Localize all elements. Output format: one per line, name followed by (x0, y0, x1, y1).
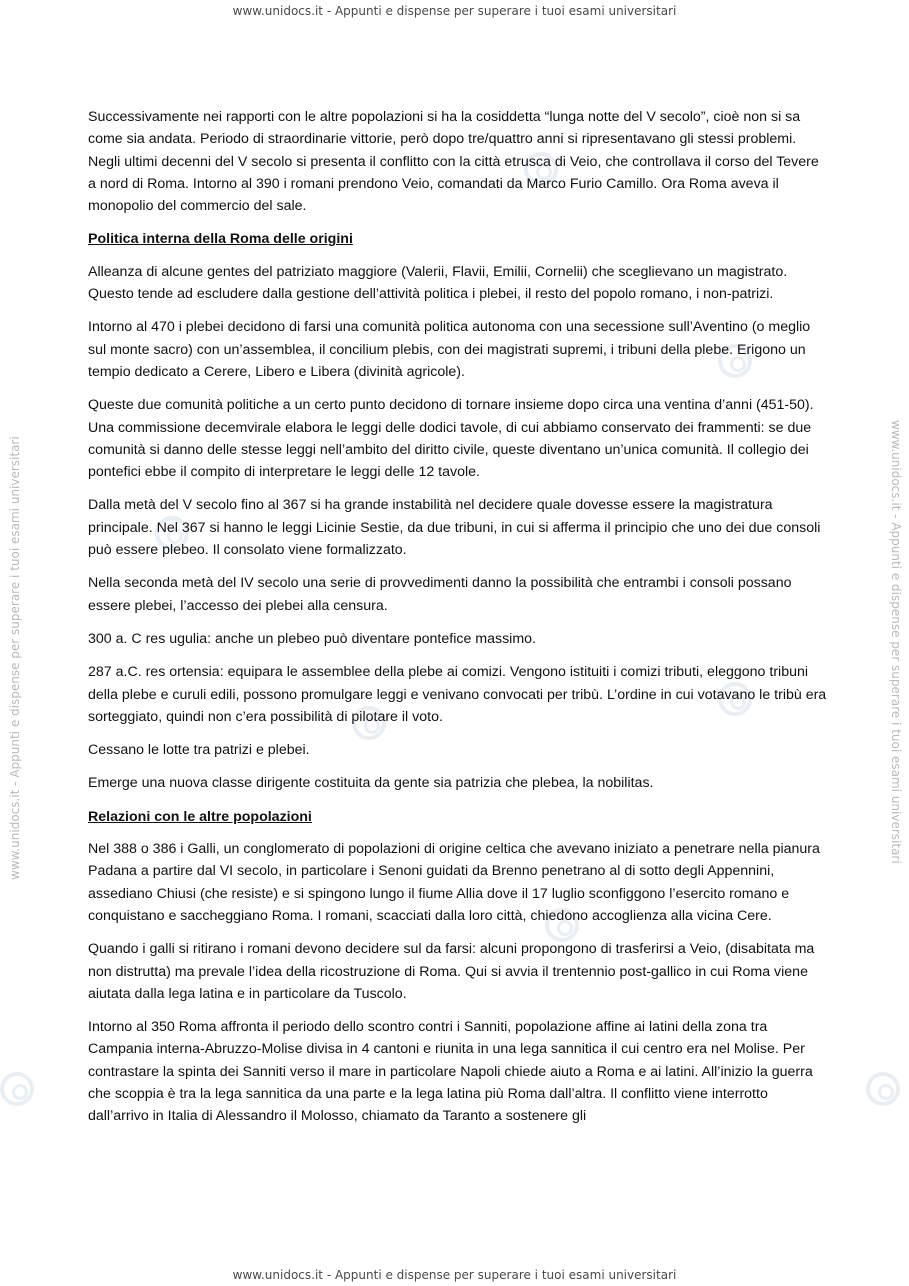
paragraph: 300 a. C res ugulia: anche un plebeo può diventare pontefice massimo. (88, 630, 536, 647)
watermark-footer: www.unidocs.it - Appunti e dispense per superare i tuoi esami universitari (232, 1268, 677, 1282)
paragraph: Nella seconda metà del IV secolo una serie di provvedimenti danno la possibilità che entrambi i consoli possano essere plebei, l’accesso dei plebei alla censura. (88, 575, 792, 614)
watermark-logo-icon (866, 1072, 900, 1106)
document-body (88, 106, 828, 1139)
section-heading: Politica interna della Roma delle origini (88, 231, 353, 248)
paragraph: Alleanza di alcune gentes del patriziato maggiore (Valerii, Flavii, Emilii, Cornelii) che sceglievano un magistrato. Questo tende ad escludere dalla gestione dell’attività politica i plebei, il resto del popolo romano, i non-patrizi. (88, 263, 788, 303)
paragraph: Cessano le lotte tra patrizi e plebei. (88, 742, 310, 759)
paragraph: Emerge una nuova classe dirigente costituita da gente sia patrizia che plebea, la nobilitas. (88, 775, 654, 792)
paragraph: Intorno al 350 Roma affronta il periodo dello scontro contri i Sanniti, popolazione affine ai latini della zona tra Campania interna-Abruzzo-Molise divisa in 4 cantoni e riunita in una lega sannitica il cui centro era nel Molise. Per contrastare la spinta dei Sanniti verso il mare in particolare Napoli chiede aiuto a Roma e ai latini. All’inizio la guerra che scoppia è tra la lega sannitica da una parte e la lega latina più Roma dall’altra. Il conflitto viene interrotto dall’arrivo in Italia di Alessandro il Molosso, chiamato da Taranto a sostenere gli (88, 1019, 813, 1125)
paragraph: 287 a.C. res ortensia: equipara le assemblee della plebe ai comizi. Vengono istituiti i comizi tributi, eleggono tribuni della plebe e curuli edili, possono promulgare leggi e venivano convocati per tribù. L’ordine in cui votavano le tribù era sorteggiato, quindi non c’era possibilità di pilotare il voto. (88, 664, 827, 725)
watermark-side-right: www.unidocs.it - Appunti e dispense per superare i tuoi esami universitari (889, 420, 903, 864)
paragraph: Successivamente nei rapporti con le altre popolazioni si ha la cosiddetta “lunga notte del V secolo”, cioè non si sa come sia andata. Periodo di straordinarie vittorie, però dopo tre/quattro anni si ripresentavano gli stessi problemi. Negli ultimi decenni del V secolo si presenta il conflitto con la città etrusca di Veio, che controllava il corso del Tevere a nord di Roma. Intorno al 390 i romani prendono Veio, comandati da Marco Furio Camillo. Ora Roma aveva il monopolio del commercio del sale. (88, 109, 819, 215)
paragraph: Quando i galli si ritirano i romani devono decidere sul da farsi: alcuni propongono di trasferirsi a Veio, (disabitata ma non distrutta) ma prevale l’idea della ricostruzione di Roma. Qui si avvia il trentennio post-gallico in cui Roma viene aiutata dalla lega latina e in particolare da Tuscolo. (88, 941, 815, 1002)
watermark-logo-icon (0, 1072, 34, 1106)
watermark-side-left: www.unidocs.it - Appunti e dispense per superare i tuoi esami universitari (8, 436, 22, 880)
watermark-header: www.unidocs.it - Appunti e dispense per superare i tuoi esami universitari (232, 4, 677, 18)
paragraph: Nel 388 o 386 i Galli, un conglomerato di popolazioni di origine celtica che avevano iniziato a penetrare nella pianura Padana a partire dal VI secolo, in particolare i Senoni guidati da Brenno penetrano al di sotto degli Appennini, assediano Chiusi (che resiste) e si spingono lungo il fiume Allia dove il 17 luglio sconfiggono l’esercito romano e conquistano e saccheggiano Roma. I romani, scacciati dalla loro città, chiedono accoglienza alla vicina Cere. (88, 841, 820, 924)
section-heading: Relazioni con le altre popolazioni (88, 808, 312, 825)
paragraph: Intorno al 470 i plebei decidono di farsi una comunità politica autonoma con una secessione sull’Aventino (o meglio sul monte sacro) con un’assemblea, il concilium plebis, con dei magistrati supremi, i tribuni della plebe. Erigono un tempio dedicato a Cerere, Libero e Libera (divinità agricole). (88, 319, 811, 380)
paragraph: Dalla metà del V secolo fino al 367 si ha grande instabilità nel decidere quale dovesse essere la magistratura principale. Nel 367 si hanno le leggi Licinie Sestie, da due tribuni, in cui si afferma il principio che uno dei due consoli può essere plebeo. Il consolato viene formalizzato. (88, 497, 821, 559)
paragraph: Queste due comunità politiche a un certo punto decidono di tornare insieme dopo circa una ventina d’anni (451-50). Una commissione decemvirale elabora le leggi delle dodici tavole, di cui abbiamo conservato dei frammenti: se due comunità si danno delle stesse leggi nell’ambito del diritto civile, queste diventano un’unica comunità. Il collegio dei pontefici ebbe il compito di interpretare le leggi delle 12 tavole. (88, 397, 814, 481)
